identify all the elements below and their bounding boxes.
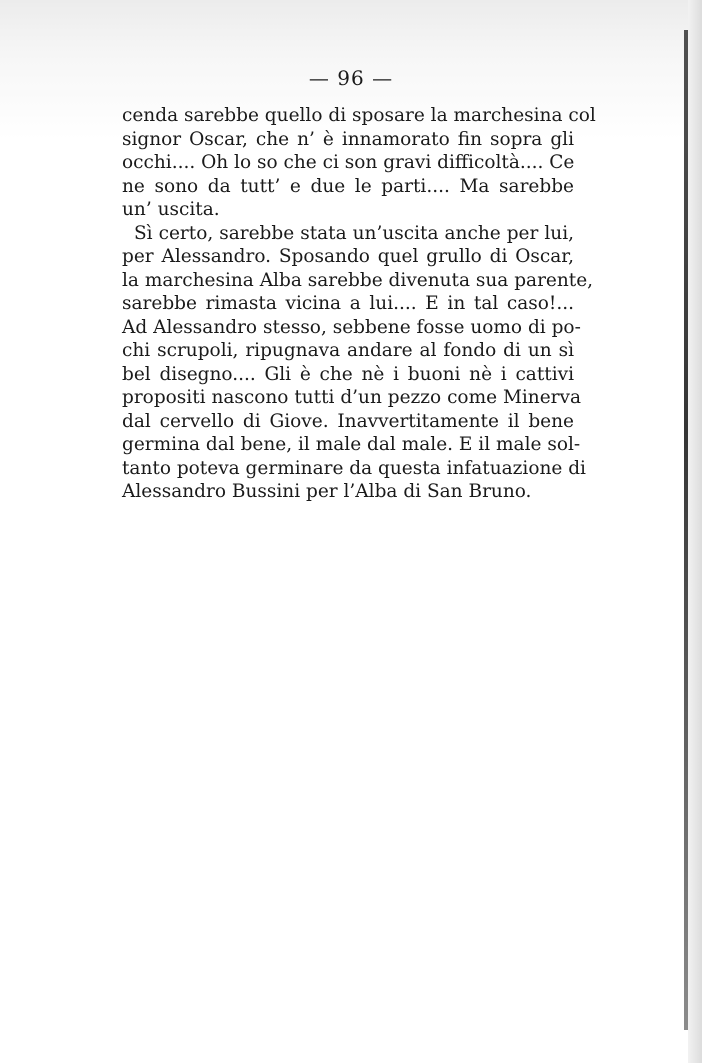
- page-number: — 96 —: [308, 66, 394, 90]
- text-line: occhi.... Oh lo so che ci son gravi difficoltà.... Ce: [122, 152, 575, 173]
- page-edge-shadow: [684, 30, 688, 1030]
- text-line: tanto poteva germinare da questa infatuazione di: [122, 457, 586, 479]
- text-line: chi scrupoli, ripugnava andare al fondo di un sì: [122, 340, 574, 361]
- text-line: cenda sarebbe quello di sposare la marchesina col: [122, 105, 596, 126]
- body-text: [122, 104, 596, 504]
- text-line: Ad Alessandro stesso, sebbene fosse uomo di po-: [122, 316, 581, 338]
- text-line: signor Oscar, che n’ è innamorato fin sopra gli: [122, 128, 574, 150]
- text-line: Alessandro Bussini per l’Alba di San Bruno.: [122, 481, 532, 502]
- page-edge: [688, 0, 702, 1063]
- text-line: la marchesina Alba sarebbe divenuta sua parente,: [122, 269, 594, 291]
- text-line: per Alessandro. Sposando quel grullo di Oscar,: [122, 246, 574, 267]
- text-line: ne sono da tutt’ e due le parti.... Ma sarebbe: [122, 175, 574, 197]
- text-line: Sì certo, sarebbe stata un’uscita anche per lui,: [134, 222, 574, 244]
- text-line: dal cervello di Giove. Inavvertitamente il bene: [122, 410, 574, 432]
- text-line: germina dal bene, il male dal male. E il male sol-: [122, 434, 581, 455]
- text-line: sarebbe rimasta vicina a lui.... E in tal caso!...: [122, 293, 574, 314]
- text-line: bel disegno.... Gli è che nè i buoni nè i cattivi: [122, 363, 574, 385]
- text-line: un’ uscita.: [122, 199, 220, 220]
- text-line: propositi nascono tutti d’un pezzo come Minerva: [122, 387, 581, 408]
